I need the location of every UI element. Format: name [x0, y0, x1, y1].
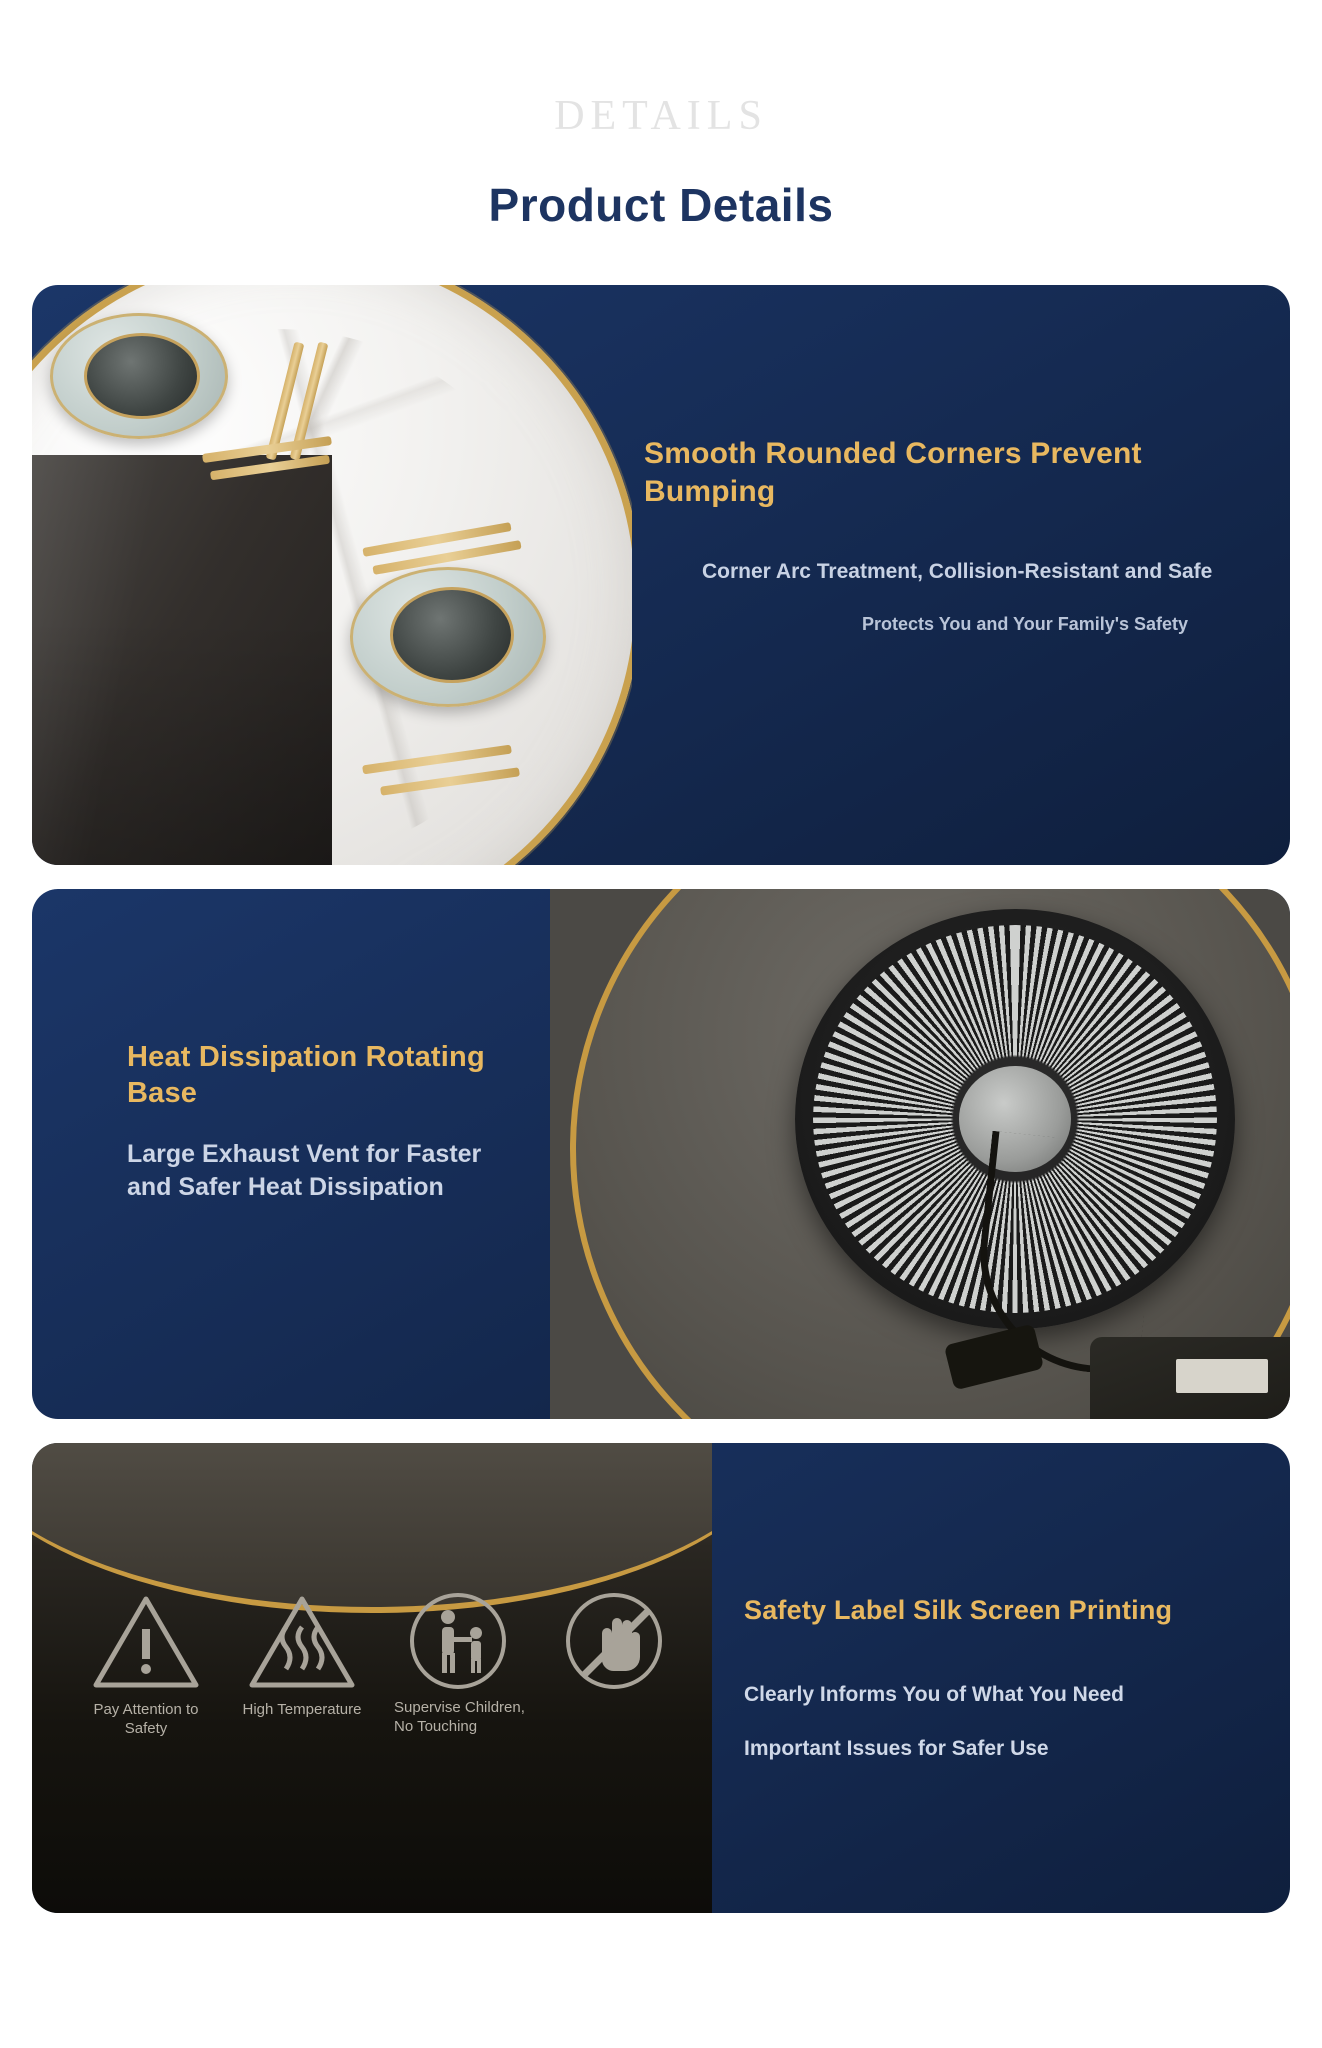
- section-heat-dissipation: [32, 889, 1290, 1419]
- details-watermark: DETAILS: [554, 93, 768, 139]
- rounded-corners-text: [632, 285, 1290, 865]
- section-rounded-corners: [32, 285, 1290, 865]
- control-box-label: [1176, 1359, 1268, 1393]
- heat-dissipation-photo: [550, 889, 1290, 1419]
- safety-label-text: [712, 1443, 1290, 1913]
- bowl-top: [84, 333, 200, 419]
- rounded-corners-line2: Protects You and Your Family's Safety: [862, 614, 1189, 635]
- safety-icon-cell-4: [544, 1593, 684, 1699]
- safety-label-line2: Important Issues for Safer Use: [744, 1737, 1049, 1761]
- page-header: [0, 0, 1322, 285]
- safety-icon-caption-1: Pay Attention to Safety: [93, 1701, 199, 1737]
- rounded-corners-heading: Smooth Rounded Corners Prevent Bumping: [644, 437, 1142, 508]
- control-box-shape: [1090, 1337, 1290, 1419]
- page-title: Product Details: [488, 179, 834, 231]
- safety-label-heading: Safety Label Silk Screen Printing: [744, 1595, 1173, 1625]
- safety-label-photo: [32, 1443, 712, 1913]
- section-safety-label: [32, 1443, 1290, 1913]
- heat-dissipation-text: [32, 889, 532, 1419]
- safety-icon-cell-2: [232, 1593, 372, 1720]
- safety-icon-cell-1: [76, 1593, 216, 1739]
- no-touching-hand-icon: [566, 1593, 662, 1689]
- high-temperature-icon: [246, 1593, 358, 1691]
- safety-icon-caption-2: High Temperature: [242, 1701, 362, 1718]
- safety-label-line1: Clearly Informs You of What You Need: [744, 1683, 1124, 1707]
- rounded-corners-line1: Corner Arc Treatment, Collision-Resistant and Safe: [702, 560, 1213, 583]
- warning-exclamation-icon: [90, 1593, 202, 1691]
- safety-icon-cell-3: [388, 1593, 528, 1737]
- dark-cabinet-shape: [32, 455, 332, 865]
- rounded-corners-photo: [32, 285, 632, 865]
- bowl-bottom: [390, 587, 514, 683]
- safety-icon-caption-3: Supervise Children, No Touching: [394, 1699, 525, 1735]
- safety-icons-row: [52, 1593, 712, 1739]
- supervise-children-icon: [410, 1593, 506, 1689]
- heat-dissipation-line1: Large Exhaust Vent for Faster and Safer Heat Dissipation: [127, 1139, 482, 1201]
- heat-dissipation-heading: Heat Dissipation Rotating Base: [127, 1041, 485, 1110]
- table-edge-shape: [32, 1443, 712, 1613]
